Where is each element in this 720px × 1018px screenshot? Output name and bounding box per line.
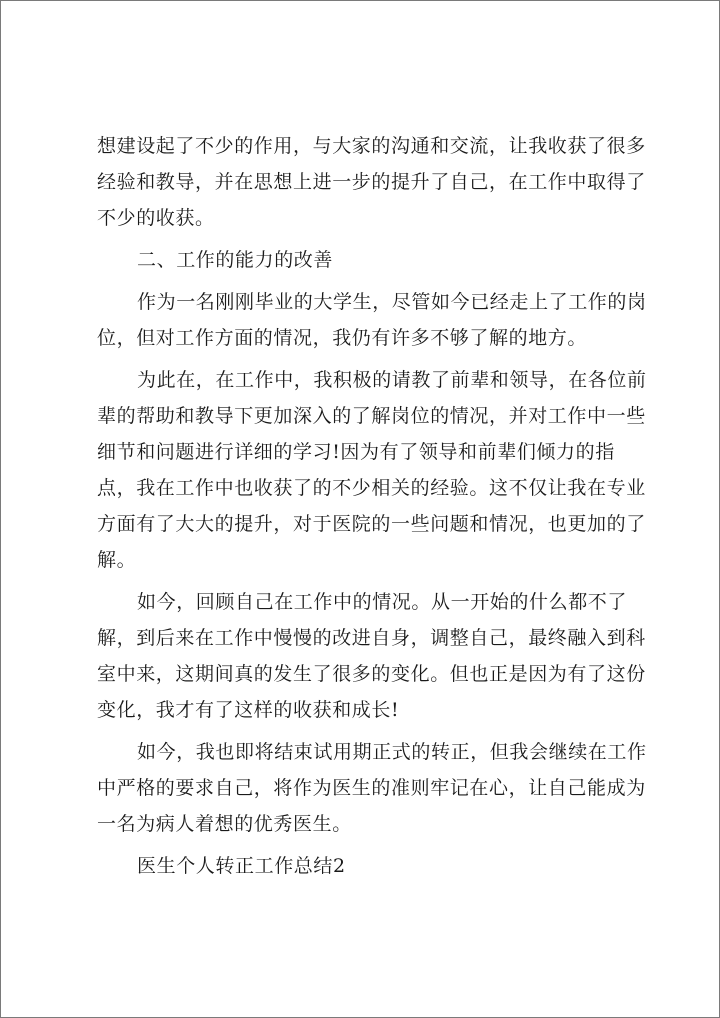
paragraph-4: [97, 584, 657, 728]
text-line: 解。: [97, 549, 137, 571]
text-line: 如今，我也即将结束试用期正式的转正，但我会继续在工作: [137, 741, 647, 763]
title-line: 医生个人转正工作总结2: [137, 855, 346, 877]
text-line: 点，我在工作中也收获了的不少相关的经验。这不仅让我在专业: [97, 477, 646, 499]
text-line: 一名为病人着想的优秀医生。: [97, 813, 352, 835]
text-line: 如今，回顾自己在工作中的情况。从一开始的什么都不了: [137, 591, 628, 613]
paragraph-3: [97, 362, 657, 578]
text-line: 不少的收获。: [97, 207, 215, 229]
heading-line: 二、工作的能力的改善: [137, 249, 334, 271]
section-title: [97, 848, 657, 884]
text-line: 中严格的要求自己，将作为医生的准则牢记在心，让自己能成为: [97, 777, 646, 799]
text-line: 想建设起了不少的作用，与大家的沟通和交流，让我收获了很多: [97, 135, 646, 157]
text-line: 细节和问题进行详细的学习!因为有了领导和前辈们倾力的指: [97, 441, 615, 463]
text-line: 位，但对工作方面的情况，我仍有许多不够了解的地方。: [97, 327, 588, 349]
paragraph-1: [97, 128, 657, 236]
text-line: 为此在，在工作中，我积极的请教了前辈和领导，在各位前: [137, 369, 647, 391]
text-line: 经验和教导，并在思想上进一步的提升了自己，在工作中取得了: [97, 171, 646, 193]
document-body: [97, 128, 657, 884]
paragraph-5: [97, 734, 657, 842]
paragraph-2: [97, 284, 657, 356]
text-line: 方面有了大大的提升，对于医院的一些问题和情况，也更加的了: [97, 513, 646, 535]
text-line: 室中来，这期间真的发生了很多的变化。但也正是因为有了这份: [97, 663, 646, 685]
text-line: 作为一名刚刚毕业的大学生，尽管如今已经走上了工作的岗: [137, 291, 647, 313]
text-line: 辈的帮助和教导下更加深入的了解岗位的情况，并对工作中一些: [97, 405, 646, 427]
text-line: 变化，我才有了这样的收获和成长!: [97, 699, 400, 721]
text-line: 解，到后来在工作中慢慢的改进自身，调整自己，最终融入到科: [97, 627, 646, 649]
section-heading: [97, 242, 657, 278]
